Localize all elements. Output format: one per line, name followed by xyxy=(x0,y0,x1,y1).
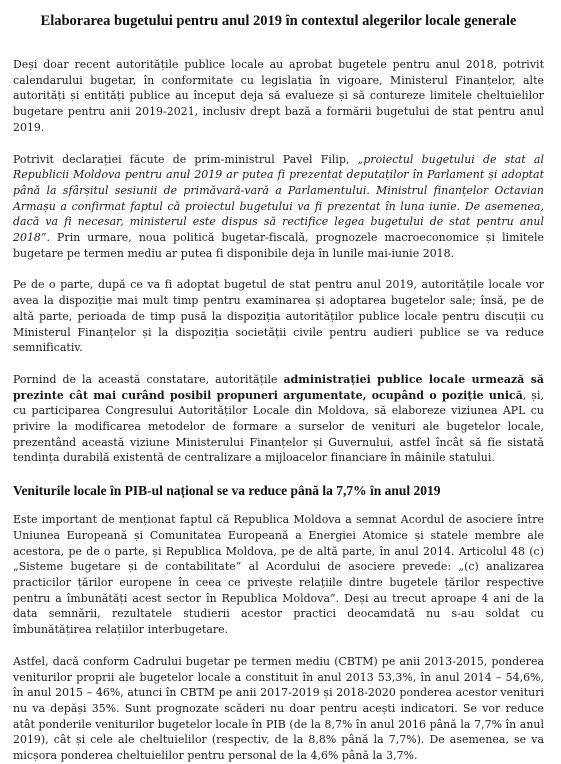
paragraph-local-authorities xyxy=(13,372,544,466)
paragraph-cbtm-figures: Astfel, dacă conform Cadrului bugetar pe termen mediu (CBTM) pe anii 2013-2015, ponderea veniturilor proprii ale bugetelor locale a constituit în anul 2013 53,3%, în anul 2014 – 54,6%, în anul 2015 – 46%, atunci în CBTM pe anii 2017-2019 și 2018-2020 ponderea acestor venituri nu va depăși 35%. Sunt prognozate scăderi nu doar pentru acești indicatori. Se vor reduce atât ponderile veniturilor bugetelor locale în PIB (de la 8,7% în anul 2016 până la 7,7% în anul 2019), cât și cele ale cheltuielilor (respectiv, de la 8,8% până la 7,7%). De asemenea, se va micșora ponderea cheltuielilor pentru personal de la 4,6% până la 3,7%. xyxy=(13,654,544,763)
document-title: Elaborarea bugetului pentru anul 2019 în contextul alegerilor locale generale xyxy=(40,13,517,29)
paragraph-prime-minister-statement xyxy=(13,152,544,262)
paragraph-text: Potrivit declarației făcute de prim-ministrul Pavel Filip, xyxy=(13,152,358,166)
paragraph-text: Pornind de la această constatare, autoritățile xyxy=(13,372,284,386)
quoted-statement: „proiectul bugetului de stat al Republicii Moldova pentru anul 2019 ar putea fi prezentat deputaților în Parlament și adoptat până la sfârșitul sesiunii de primăvară-vară a Parlamentului. Ministrul finanțelor Octavian Armașu a confirmat faptul că proiectul bugetului va fi prezentat în luna iunie. De asemenea, dacă va fi necesar, ministerul este dispus să rectifice legea bugetului de stat pentru anul 2018”. xyxy=(13,152,544,245)
section-heading: Veniturile locale în PIB-ul național se va reduce până la 7,7% în anul 2019 xyxy=(13,483,441,499)
paragraph-text: Prin urmare, noua politică bugetar-fiscală, prognozele macroeconomice și limitele bugetare pe termen mediu ar putea fi disponibile deja în lunile mai-iunie 2018. xyxy=(13,231,544,260)
paragraph-association-agreement: Este important de menționat faptul că Republica Moldova a semnat Acordul de asociere între Uniunea Europeană și Comunitatea Europeană a Energiei Atomice și statele membre ale acestora, pe de o parte, și Republica Moldova, pe de altă parte, în anul 2014. Articolul 48 (c) „Sisteme bugetare și de contabilitate” al Acordului de asociere prevede: „(c) analizarea practicilor țărilor europene în ceea ce privește relațiile dintre bugetele țărilor respective pentru a îmbunătăți acest sector în Republica Moldova”. Deși au trecut aproape 4 ani de la data semnării, rezultatele studierii acestor practici deocamdată nu s-au soldat cu îmbunătățirea relațiilor interbugetare. xyxy=(13,513,544,637)
paragraph-text: , și, cu participarea Congresului Autorităților Locale din Moldova, să elaboreze viziunea APL cu privire la modificarea metodelor de formare a surselor de venituri ale bugetelor locale, prezentând această viziune Ministerului Finanțelor și Guvernului, astfel încât să fie sistată tendința durabilă existentă de centralizare a mijloacelor financiare în mâinile statului. xyxy=(13,388,544,465)
paragraph-budget-timing: Pe de o parte, după ce va fi adoptat bugetul de stat pentru anul 2019, autoritățile locale vor avea la dispoziție mai mult timp pentru examinarea și adoptarea bugetelor sale; însă, pe de altă parte, perioada de timp pusă la dispoziția autorităților publice locale pentru discuții cu Ministerul Finanțelor și la dispoziția societății civile pentru audieri publice se va reduce semnificativ. xyxy=(13,278,544,355)
paragraph-intro: Deși doar recent autoritățile publice locale au aprobat bugetele pentru anul 2018, potrivit calendarului bugetar, în conformitate cu legislația în vigoare, Ministerul Finanțelor, alte autorități și entități publice au început deja să evalueze și să contureze limitele cheltuielilor bugetare pentru anii 2019-2021, inclusiv drept bază a formării bugetului de stat pentru anul 2019. xyxy=(13,58,544,134)
emphasized-text: administrației publice locale urmează să prezinte cât mai curând posibil propuneri argumentate, ocupând o poziție unică xyxy=(13,372,544,402)
